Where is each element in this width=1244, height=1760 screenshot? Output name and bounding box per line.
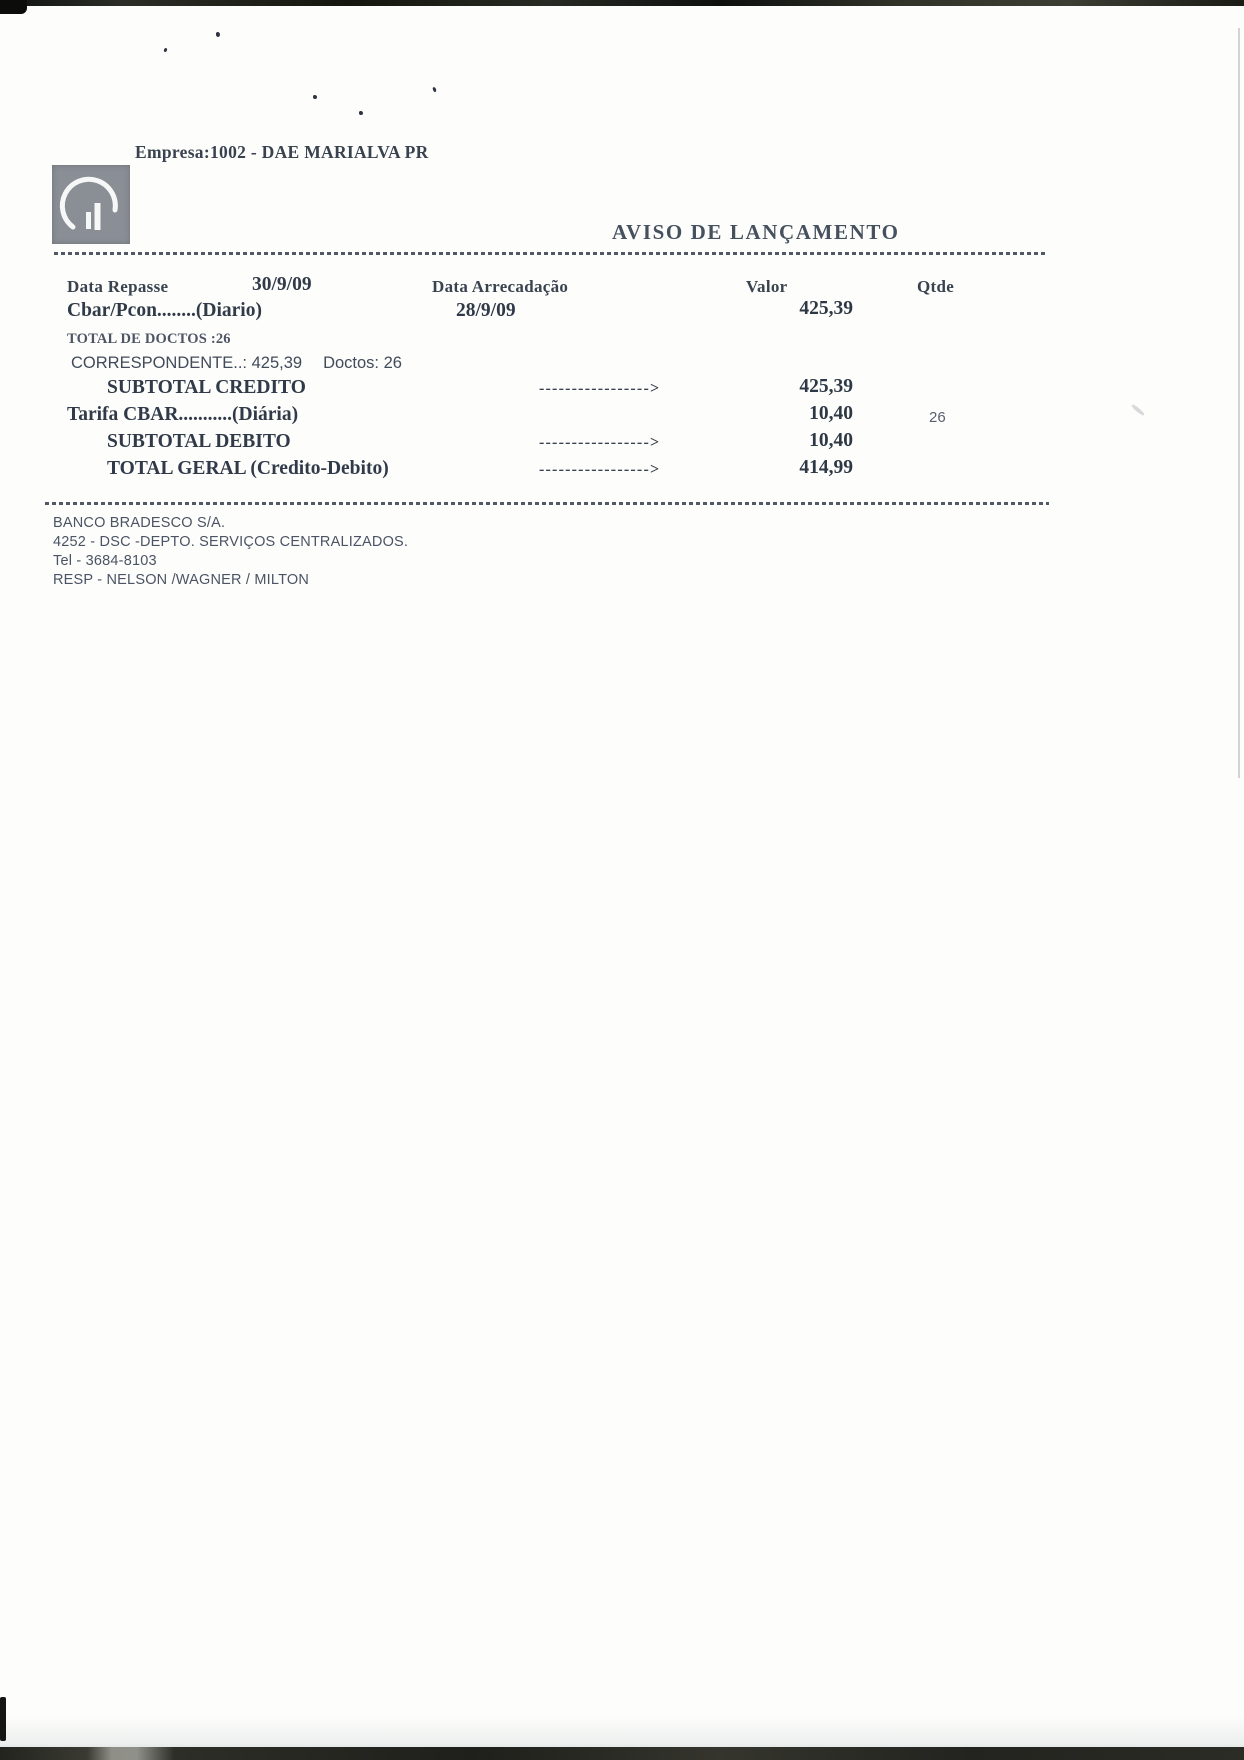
row-total-geral-valor: 414,99 [799, 457, 853, 478]
col-header-data-arrecadacao: Data Arrecadação [432, 277, 569, 296]
row-subtotal-credito-valor: 425,39 [799, 376, 853, 397]
scan-artifact-bottom-edge [0, 1747, 1244, 1760]
row-cbar-pcon-valor: 425,39 [799, 298, 853, 319]
row-subtotal-credito-label: SUBTOTAL CREDITO [107, 377, 306, 398]
footer-bank-name: BANCO BRADESCO S/A. [53, 515, 226, 531]
bradesco-logo [52, 165, 130, 244]
row-total-geral-label: TOTAL GERAL (Credito-Debito) [107, 458, 389, 479]
document-title: AVISO DE LANÇAMENTO [612, 220, 900, 244]
footer-department: 4252 - DSC -DEPTO. SERVIÇOS CENTRALIZADOS. [53, 534, 409, 550]
dashed-separator-top [54, 252, 1046, 255]
row-total-geral-arrow: -----------------> [539, 461, 661, 478]
footer-responsibles: RESP - NELSON /WAGNER / MILTON [53, 572, 310, 588]
scan-speck [359, 111, 363, 115]
row-tarifa-cbar-label: Tarifa CBAR...........(Diária) [67, 404, 299, 425]
bradesco-tree-glyph [52, 165, 130, 244]
correspondente-label: CORRESPONDENTE..: 425,39 [71, 354, 303, 372]
row-total-doctos: TOTAL DE DOCTOS :26 [67, 331, 231, 347]
row-subtotal-debito-label: SUBTOTAL DEBITO [107, 431, 291, 452]
footer-telephone: Tel - 3684-8103 [53, 553, 157, 569]
company-line: Empresa:1002 - DAE MARIALVA PR [135, 142, 429, 162]
scan-artifact-right-edge [1238, 28, 1240, 778]
row-cbar-pcon-label: Cbar/Pcon........(Diario) [67, 300, 262, 321]
scan-speck [216, 32, 220, 37]
scan-artifact-bottom-wash [0, 1716, 1244, 1748]
row-subtotal-debito-valor: 10,40 [809, 430, 853, 451]
row-tarifa-cbar-qtde: 26 [929, 409, 946, 426]
scan-artifact-top-left-blob [0, 0, 27, 14]
row-tarifa-cbar-valor: 10,40 [809, 403, 853, 424]
col-header-data-repasse: Data Repasse [67, 277, 169, 296]
data-repasse-value: 30/9/09 [252, 274, 312, 295]
dashed-separator-bottom [45, 502, 1049, 505]
row-subtotal-credito-arrow: -----------------> [539, 380, 661, 397]
row-correspondente [71, 354, 402, 373]
correspondente-doctos: Doctos: 26 [323, 354, 402, 372]
scan-speck [432, 87, 437, 93]
col-header-qtde: Qtde [917, 277, 955, 296]
scan-artifact-top-edge [0, 0, 1244, 6]
scan-artifact-bottom-left-blob [0, 1697, 6, 1741]
row-cbar-pcon-date: 28/9/09 [456, 300, 516, 321]
scan-speck [163, 48, 167, 53]
scan-smudge [1131, 403, 1146, 416]
col-header-valor: Valor [746, 277, 788, 296]
row-subtotal-debito-arrow: -----------------> [539, 434, 661, 451]
scan-speck [313, 95, 317, 99]
